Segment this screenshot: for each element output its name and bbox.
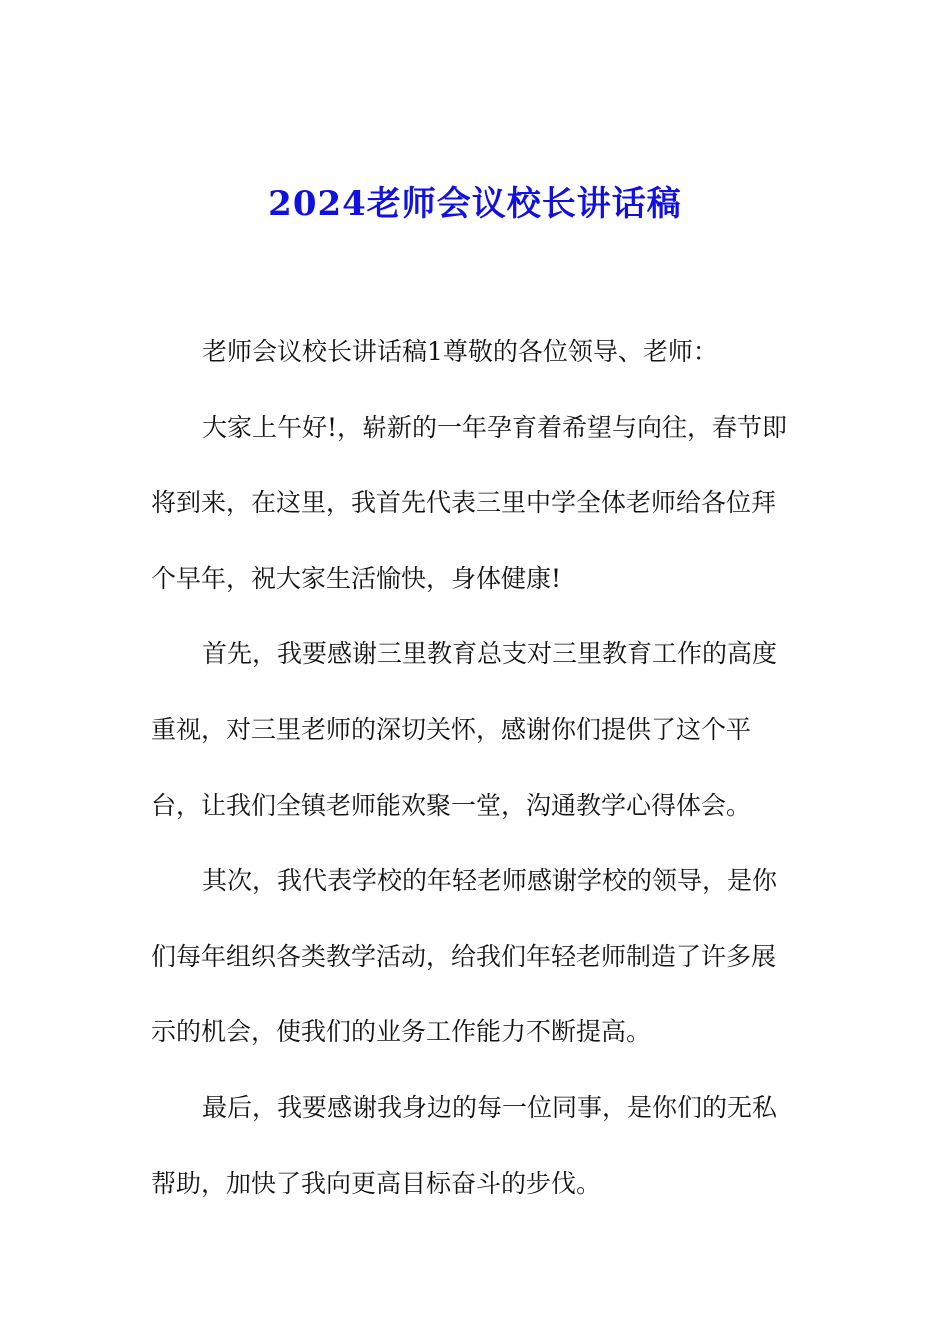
paragraph-line: 老师会议校长讲话稿1尊敬的各位领导、老师： xyxy=(202,337,718,366)
document-title: 2024老师会议校长讲话稿 xyxy=(268,184,682,224)
paragraph-line: 其次，我代表学校的年轻老师感谢学校的领导，是你 xyxy=(202,866,778,896)
document-body xyxy=(151,332,806,1239)
paragraph-line: 台，让我们全镇老师能欢聚一堂，沟通教学心得体会。 xyxy=(151,790,752,820)
paragraph-line: 示的机会，使我们的业务工作能力不断提高。 xyxy=(151,1017,652,1047)
paragraph-line: 重视，对三里老师的深切关怀，感谢你们提供了这个平 xyxy=(151,714,752,744)
paragraph-line: 最后，我要感谢我身边的每一位同事，是你们的无私 xyxy=(202,1092,778,1122)
paragraph-line: 帮助，加快了我向更高目标奋斗的步伐。 xyxy=(151,1168,602,1198)
paragraph-line: 首先，我要感谢三里教育总支对三里教育工作的高度 xyxy=(202,639,778,669)
paragraph-line: 将到来，在这里，我首先代表三里中学全体老师给各位拜 xyxy=(151,488,777,518)
paragraph-line: 个早年，祝大家生活愉快，身体健康! xyxy=(151,563,562,593)
paragraph-line: 们每年组织各类教学活动，给我们年轻老师制造了许多展 xyxy=(151,941,777,971)
paragraph-line: 大家上午好!，崭新的一年孕育着希望与向往，春节即 xyxy=(202,412,788,442)
